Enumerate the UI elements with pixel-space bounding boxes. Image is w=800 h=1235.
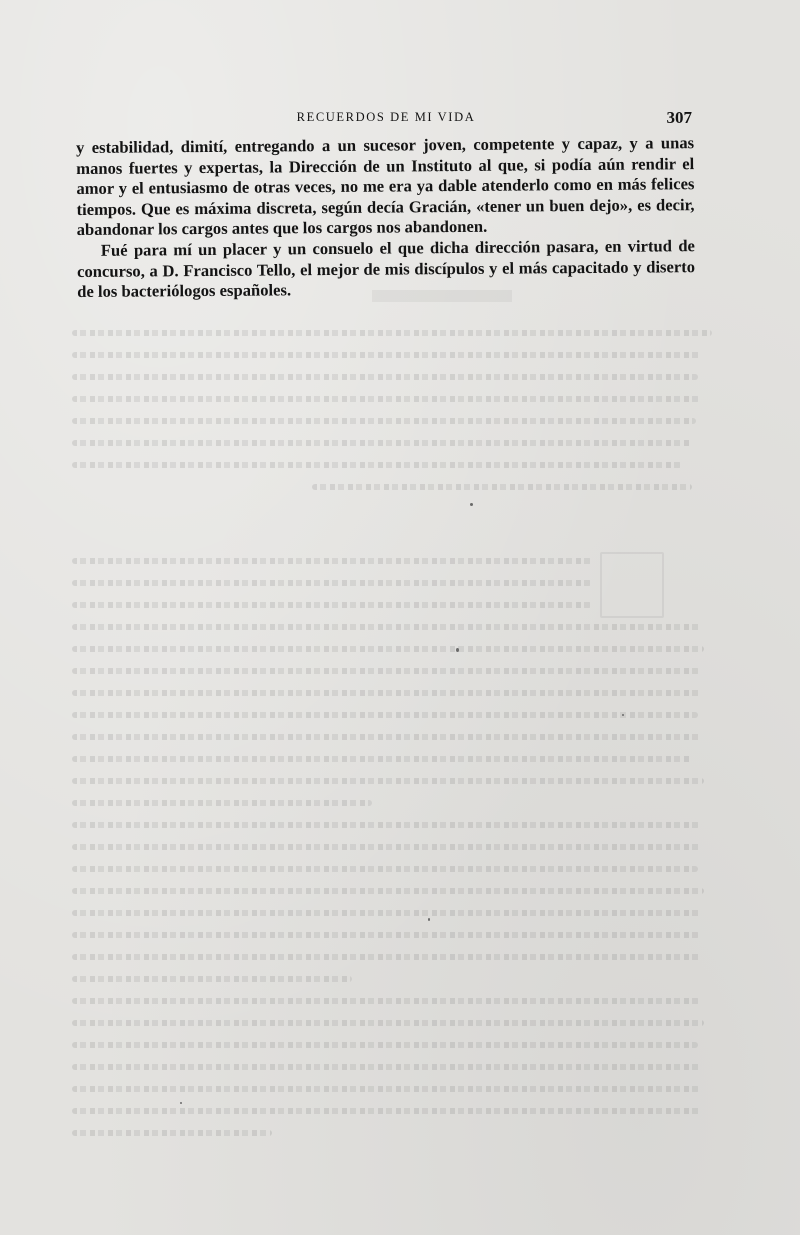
ghost-line	[72, 440, 692, 446]
ghost-line	[72, 822, 700, 828]
ghost-line	[72, 690, 702, 696]
running-header	[80, 108, 692, 132]
ghost-line	[72, 932, 700, 938]
paragraph-1: y estabilidad, dimití, entregando a un sucesor joven, competente y capaz, y a unas manos fuertes y expertas, la Dirección de un Instituto al que, si podía aún rendir el amor y el entusiasmo de otras veces, no me era ya dable atenderlo como en más felices tiempos. Que es máxima discreta, según decía Gracián, «tener un buen dejo», es decir, abandonar los cargos antes que los cargos nos abandonen.	[76, 133, 695, 240]
ghost-line	[72, 646, 704, 652]
ghost-line	[72, 602, 592, 608]
ghost-line	[72, 910, 702, 916]
ghost-line	[72, 668, 700, 674]
ghost-line	[72, 330, 712, 336]
ghost-line	[72, 1086, 700, 1092]
ghost-line	[72, 1020, 704, 1026]
ghost-line	[72, 844, 702, 850]
ghost-line	[72, 712, 698, 718]
paper-speck	[622, 714, 624, 716]
ghost-line	[72, 1130, 272, 1136]
ghost-line	[72, 462, 682, 468]
ghost-line	[72, 352, 702, 358]
ghost-line	[72, 800, 372, 806]
paper-speck	[470, 503, 473, 506]
ghost-line	[72, 954, 702, 960]
paragraph-2: Fué para mí un placer y un consuelo el que dicha dirección pasara, en virtud de concurso, a D. Francisco Tello, el mejor de mis discípulos y el más capacitado y diserto de los bacteriólogos españoles.	[76, 236, 696, 302]
show-through-from-reverse	[72, 290, 712, 1150]
ghost-line	[72, 418, 696, 424]
ghost-line	[72, 998, 700, 1004]
paper-speck	[180, 1102, 182, 1104]
paper-speck	[456, 648, 459, 652]
paper-speck	[428, 918, 430, 921]
ghost-line	[72, 1042, 698, 1048]
ghost-line	[72, 734, 702, 740]
ghost-line	[72, 756, 692, 762]
ghost-line	[72, 624, 702, 630]
ghost-line	[72, 580, 592, 586]
ghost-line	[72, 396, 700, 402]
ghost-line	[72, 976, 352, 982]
body-text	[76, 133, 695, 303]
ghost-heading	[372, 290, 512, 302]
ghost-line	[72, 558, 592, 564]
ghost-line	[72, 374, 698, 380]
page-number: 307	[666, 108, 692, 127]
ghost-line	[72, 888, 704, 894]
ghost-line	[72, 866, 698, 872]
ghost-drop-cap	[600, 552, 664, 618]
ghost-line	[312, 484, 692, 490]
running-title: RECUERDOS DE MI VIDA	[296, 110, 476, 124]
ghost-line	[72, 1064, 702, 1070]
ghost-line	[72, 778, 704, 784]
ghost-line	[72, 1108, 702, 1114]
